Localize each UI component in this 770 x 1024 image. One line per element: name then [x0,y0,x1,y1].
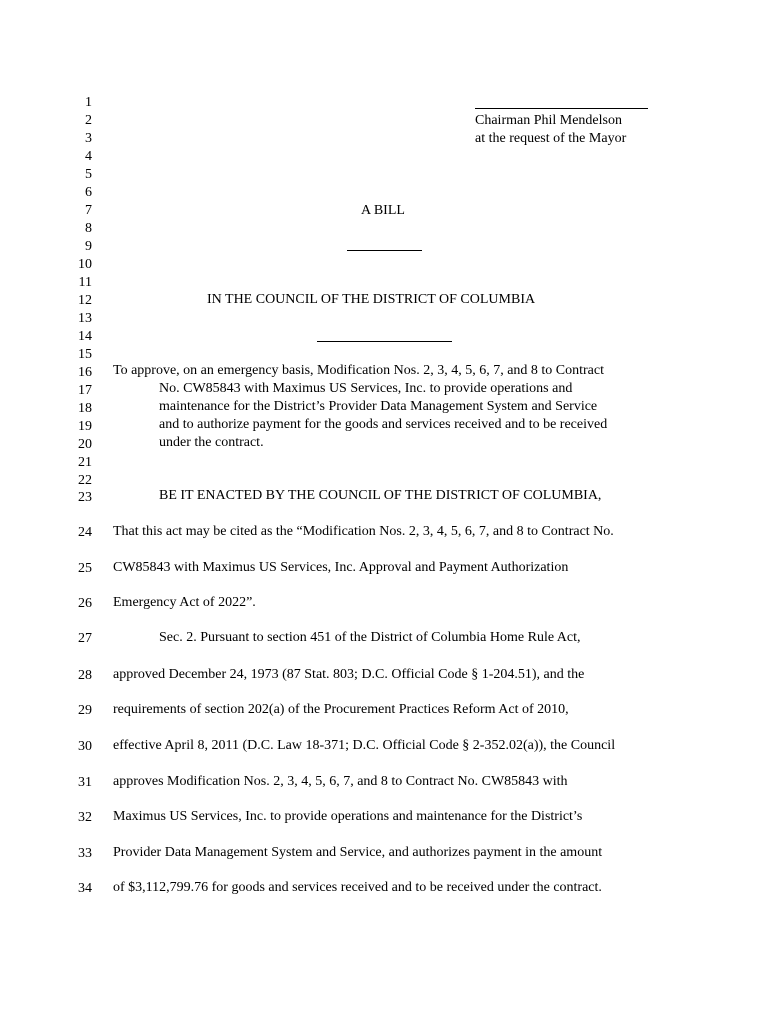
line-number: 17 [78,383,92,398]
body-line: Emergency Act of 2022”. [113,595,256,610]
line-number: 33 [78,846,92,861]
council-heading: IN THE COUNCIL OF THE DISTRICT OF COLUMBIA [207,292,536,307]
line-number: 24 [78,525,92,540]
line-number: 16 [78,365,92,380]
sponsor-request: at the request of the Mayor [475,131,627,146]
line-number: 5 [85,167,92,182]
line-number: 22 [78,473,92,488]
line-number: 1 [85,95,92,110]
line-number: 30 [78,739,92,754]
line-number: 34 [78,881,92,896]
body-line: effective April 8, 2011 (D.C. Law 18-371; D.C. Official Code § 2-352.02(a)), the Council [113,738,616,753]
line-number: 2 [85,113,92,128]
purpose-line: and to authorize payment for the goods and services received and to be received [159,417,608,432]
line-number: 23 [78,490,92,505]
body-line: That this act may be cited as the “Modification Nos. 2, 3, 4, 5, 6, 7, and 8 to Contract No. [113,524,614,539]
line-number: 11 [78,275,92,290]
line-number: 4 [85,149,92,164]
line-number: 6 [85,185,92,200]
line-number: 29 [78,703,92,718]
sponsor-name: Chairman Phil Mendelson [475,113,622,128]
line-number: 27 [78,631,92,646]
purpose-line: To approve, on an emergency basis, Modification Nos. 2, 3, 4, 5, 6, 7, and 8 to Contract [113,363,604,378]
line-number: 9 [85,239,92,254]
purpose-line: under the contract. [159,435,264,450]
body-line: approved December 24, 1973 (87 Stat. 803; D.C. Official Code § 1-204.51), and the [113,667,585,682]
purpose-line: No. CW85843 with Maximus US Services, Inc. to provide operations and [159,381,573,396]
line-number: 31 [78,775,92,790]
bill-heading: A BILL [361,203,405,218]
body-line: requirements of section 202(a) of the Procurement Practices Reform Act of 2010, [113,702,569,717]
line-number: 19 [78,419,92,434]
body-line: Sec. 2. Pursuant to section 451 of the District of Columbia Home Rule Act, [159,630,581,645]
council-rule [317,341,452,342]
line-number: 13 [78,311,92,326]
line-number: 21 [78,455,92,470]
line-number: 26 [78,596,92,611]
line-number: 32 [78,810,92,825]
bill-number-line [347,250,422,251]
line-number: 25 [78,561,92,576]
line-number: 8 [85,221,92,236]
body-line: CW85843 with Maximus US Services, Inc. Approval and Payment Authorization [113,560,569,575]
line-number: 15 [78,347,92,362]
purpose-line: maintenance for the District’s Provider Data Management System and Service [159,399,598,414]
line-number: 3 [85,131,92,146]
body-line: approves Modification Nos. 2, 3, 4, 5, 6, 7, and 8 to Contract No. CW85843 with [113,774,568,789]
enacting-clause: BE IT ENACTED BY THE COUNCIL OF THE DISTRICT OF COLUMBIA, [159,488,602,503]
line-number: 7 [85,203,92,218]
body-line: Maximus US Services, Inc. to provide operations and maintenance for the District’s [113,809,583,824]
line-number: 18 [78,401,92,416]
line-number: 28 [78,668,92,683]
line-number: 10 [78,257,92,272]
body-line: Provider Data Management System and Service, and authorizes payment in the amount [113,845,603,860]
line-number: 12 [78,293,92,308]
line-number: 20 [78,437,92,452]
body-line: of $3,112,799.76 for goods and services received and to be received under the contract. [113,880,602,895]
line-number: 14 [78,329,92,344]
signature-line [475,108,648,109]
